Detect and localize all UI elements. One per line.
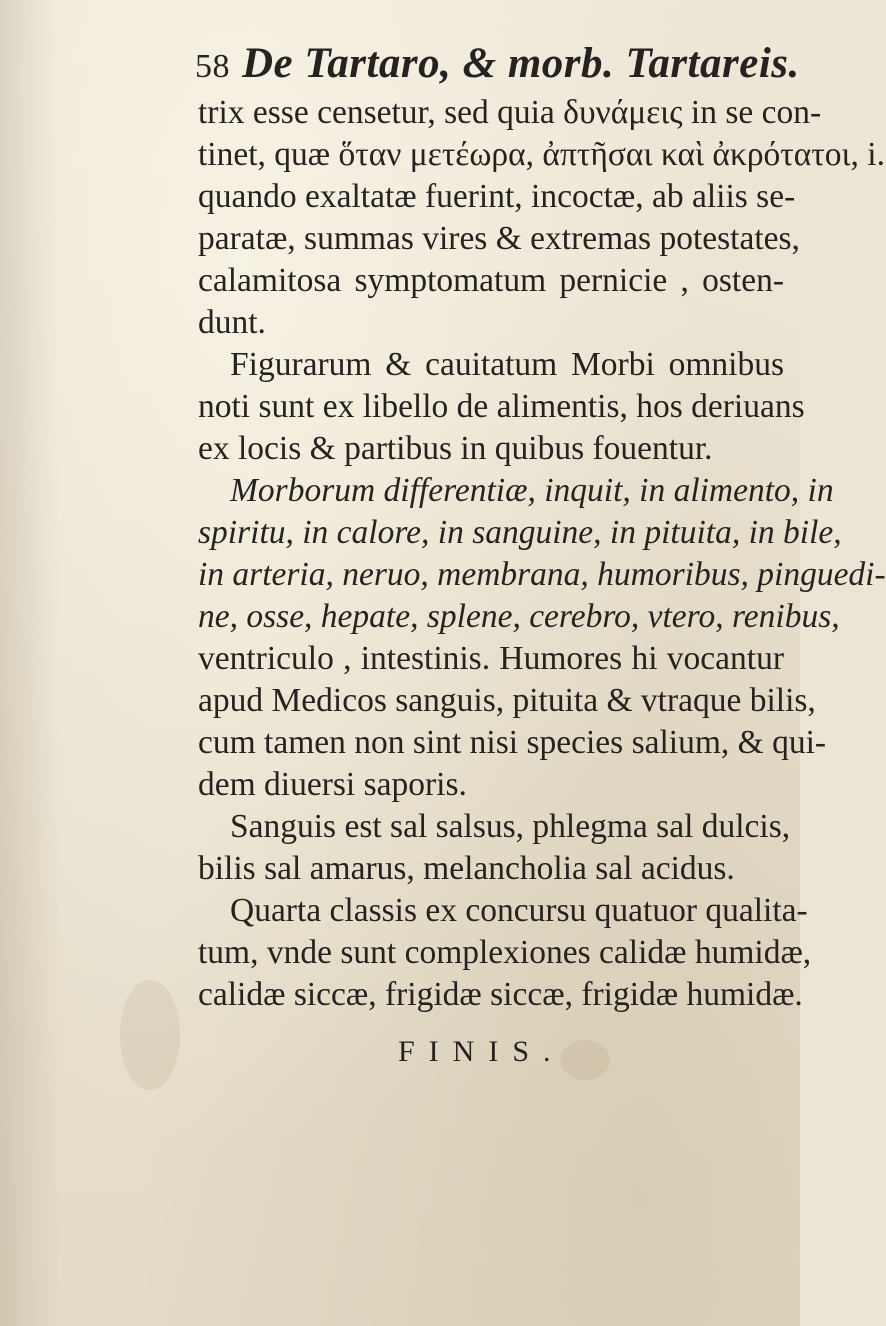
page-edge-shadow <box>0 0 60 1326</box>
text-line: ne, osse, hepate, splene, cerebro, vtero, renibus, <box>198 598 840 635</box>
text-line: cum tamen non sint nisi species salium, & qui- <box>198 724 827 761</box>
text-line: Sanguis est sal salsus, phlegma sal dulcis, <box>230 808 791 845</box>
page-number: 58 <box>195 48 230 85</box>
text-line: calidæ siccæ, frigidæ siccæ, frigidæ humidæ. <box>198 976 803 1013</box>
text-line: quando exaltatæ fuerint, incoctæ, ab aliis se- <box>198 178 796 215</box>
text-line: noti sunt ex libello de alimentis, hos deriuans <box>198 388 805 425</box>
text-line: in arteria, neruo, membrana, humoribus, pinguedi- <box>198 556 886 593</box>
running-head-title: De Tartaro, & morb. Tartareis. <box>242 40 800 87</box>
paper-stain <box>120 980 180 1090</box>
text-line: tinet, quæ ὅταν μετέωρα, ἀπτῆσαι καὶ ἀκρότατοι, i. <box>198 136 885 173</box>
text-line: ventriculo , intestinis. Humores hi vocantur <box>198 640 784 677</box>
text-line: Quarta classis ex concursu quatuor qualita- <box>230 892 808 929</box>
text-line: apud Medicos sanguis, pituita & vtraque bilis, <box>198 682 816 719</box>
text-line: Figurarum & cauitatum Morbi omnibus <box>230 346 784 383</box>
text-line-end: dunt. <box>198 304 266 341</box>
text-line: spiritu, in calore, in sanguine, in pituita, in bile, <box>198 514 842 551</box>
text-line: ex locis & partibus in quibus fouentur. <box>198 430 713 467</box>
text-line: dem diuersi saporis. <box>198 766 467 803</box>
text-line: trix esse censetur, sed quia δυνάμεις in se con- <box>198 94 822 131</box>
finis: FINIS. <box>398 1035 565 1068</box>
text-line: Morborum differentiæ, inquit, in alimento, in <box>230 472 834 509</box>
running-head <box>195 36 800 92</box>
text-line: paratæ, summas vires & extremas potestates, <box>198 220 800 257</box>
text-line: calamitosa symptomatum pernicie , osten- <box>198 262 784 299</box>
text-line: bilis sal amarus, melancholia sal acidus. <box>198 850 735 887</box>
paper-stain <box>560 1040 610 1080</box>
text-line: tum, vnde sunt complexiones calidæ humidæ, <box>198 934 812 971</box>
